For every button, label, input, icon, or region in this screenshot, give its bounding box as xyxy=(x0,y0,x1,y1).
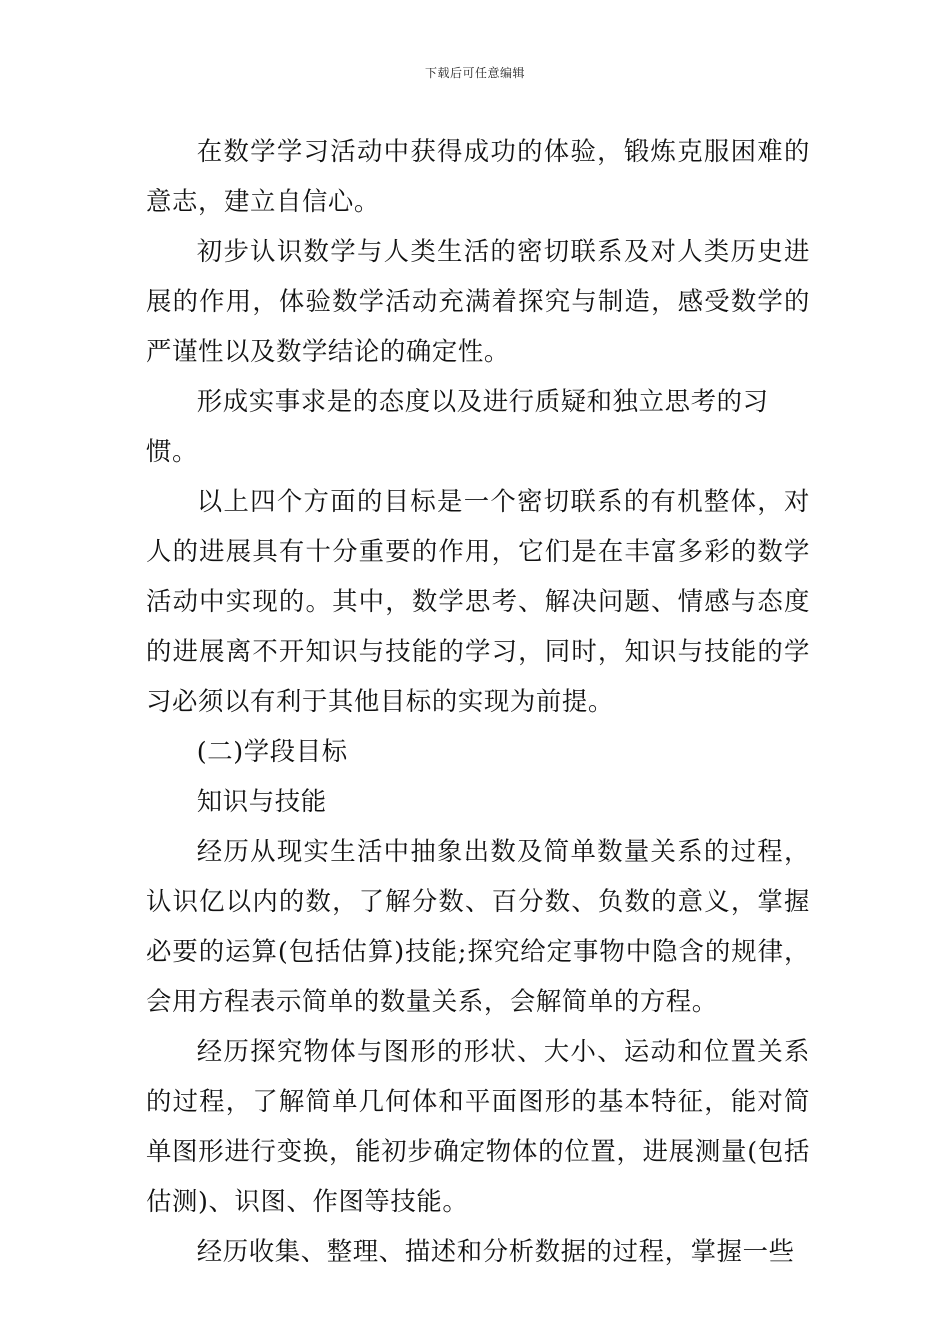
paragraph-statistics: 经历收集、整理、描述和分析数据的过程，掌握一些 xyxy=(196,1236,795,1266)
section-heading-stage-goals: (二)学段目标 xyxy=(196,736,348,766)
paragraph-four-goals: 以上四个方面的目标是一个密切联系的有机整体，对人的进展具有十分重要的作用，它们是在丰富多彩的数学活动中实现的。其中，数学思考、解决问题、情感与态度的进展离不开知识与技能的学习，同时，知识与技能的学习必须以有利于其他目标的实现为前提。 xyxy=(146,486,810,716)
paragraph-geometry: 经历探究物体与图形的形状、大小、运动和位置关系的过程，了解简单几何体和平面图形的基本特征，能对简单图形进行变换，能初步确定物体的位置，进展测量(包括估测)、识图、作图等技能。 xyxy=(146,1036,810,1216)
paragraph-success-experience: 在数学学习活动中获得成功的体验，锻炼克服困难的意志，建立自信心。 xyxy=(146,136,810,216)
paragraph-numbers-and-algebra: 经历从现实生活中抽象出数及简单数量关系的过程，认识亿以内的数，了解分数、百分数、负数的意义，掌握必要的运算(包括估算)技能;探究给定事物中隐含的规律，会用方程表示简单的数量关系，会解简单的方程。 xyxy=(146,836,810,1016)
paragraph-math-and-life: 初步认识数学与人类生活的密切联系及对人类历史进展的作用，体验数学活动充满着探究与制造，感受数学的严谨性以及数学结论的确定性。 xyxy=(146,236,810,366)
page-header-note: 下载后可任意编辑 xyxy=(424,66,525,80)
document-body xyxy=(146,126,810,1276)
subheading-knowledge-skills: 知识与技能 xyxy=(196,786,327,816)
paragraph-attitude-habits: 形成实事求是的态度以及进行质疑和独立思考的习惯。 xyxy=(146,386,769,466)
